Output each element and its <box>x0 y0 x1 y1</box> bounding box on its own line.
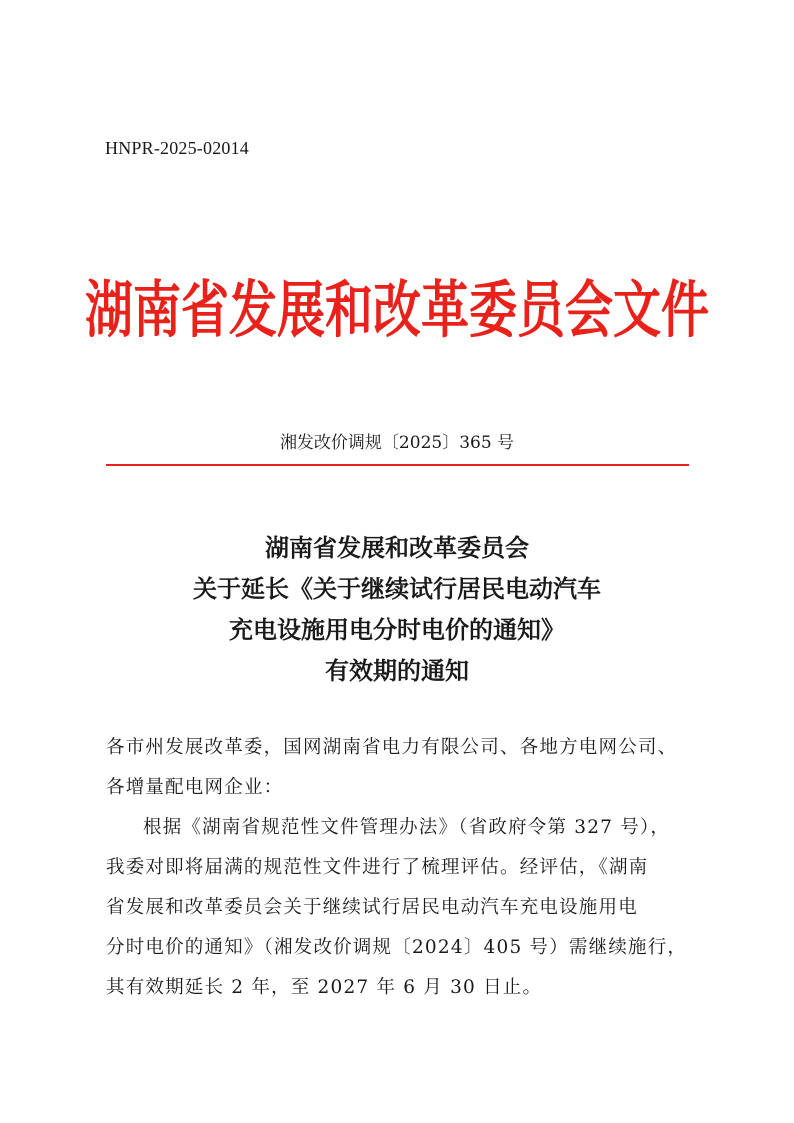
title-line: 关于延长《关于继续试行居民电动汽车 <box>193 575 601 603</box>
paragraph-line: 根据《湖南省规范性文件管理办法》（省政府令第 327 号）， <box>143 817 671 838</box>
title-line: 有效期的通知 <box>325 657 469 685</box>
body-paragraph <box>106 808 692 1008</box>
document-code: HNPR-2025-02014 <box>105 138 250 158</box>
addressee <box>106 728 692 808</box>
addressee-line: 各市州发展改革委，国网湖南省电力有限公司、各地方电网公司、 <box>106 737 678 758</box>
title-line: 充电设施用电分时电价的通知》 <box>229 616 565 644</box>
title-line: 湖南省发展和改革委员会 <box>265 534 529 562</box>
issuer-header: 湖南省发展和改革委员会文件 <box>84 274 709 347</box>
paragraph-line: 分时电价的通知》（湘发改价调规〔2024〕405 号）需继续施行， <box>106 937 688 958</box>
paragraph-line: 其有效期延长 2 年，至 2027 年 6 月 30 日止。 <box>106 977 543 998</box>
document-number: 湘发改价调规〔2025〕365 号 <box>279 433 515 453</box>
paragraph-line: 省发展和改革委员会关于继续试行居民电动汽车充电设施用电 <box>106 897 638 918</box>
addressee-line: 各增量配电网企业： <box>106 777 284 798</box>
red-divider-line <box>106 464 689 466</box>
document-body <box>106 728 692 1008</box>
document-title <box>0 528 794 692</box>
paragraph-line: 我委对即将届满的规范性文件进行了梳理评估。经评估，《湖南 <box>106 857 649 878</box>
